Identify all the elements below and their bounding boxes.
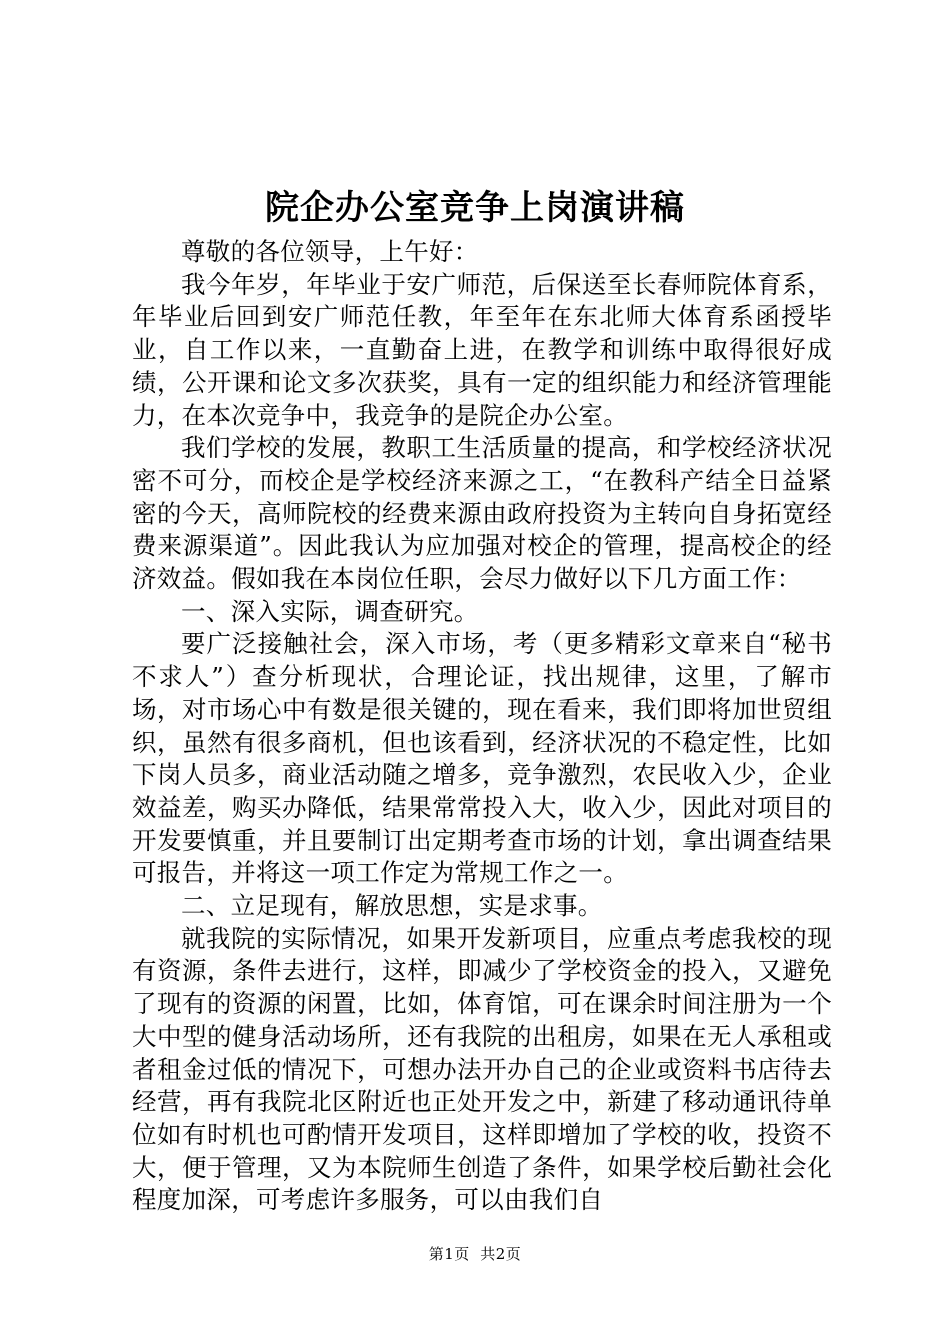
paragraph-greeting: 尊敬的各位领导，上午好： bbox=[181, 237, 479, 266]
paragraph-school-development: 我们学校的发展，教职工生活质量的提高，和学校经济状况密不可分，而校企是学校经济来源之工，“在教科产结全日益紧密的今天，高师院校的经费来源由政府投资为主转向自身拓宽经费来源渠道”。因此我认为应加强对校企的管理，提高校企的经济效益。假如我在本岗位任职，会尽力做好以下几方面工作： bbox=[132, 433, 832, 594]
paragraph-existing-resources: 就我院的实际情况，如果开发新项目，应重点考虑我校的现有资源，条件去进行，这样，即减少了学校资金的投入，又避免了现有的资源的闲置，比如，体育馆，可在课余时间注册为一个大中型的健身活动场所，还有我院的出租房，如果在无人承租或者租金过低的情况下，可想办法开办自己的企业或资料书店待去经营，再有我院北区附近也正处开发之中，新建了移动通讯待单位如有时机也可酌情开发项目，这样即增加了学校的收，投资不大，便于管理，又为本院师生创造了条件，如果学校后勤社会化程度加深，可考虑许多服务，可以由我们自 bbox=[132, 923, 832, 1215]
document-body bbox=[132, 236, 832, 1217]
document-title: 院企办公室竞争上岗演讲稿 bbox=[265, 188, 685, 228]
section-heading-one: 一、深入实际，调查研究。 bbox=[181, 596, 479, 626]
paragraph-self-introduction: 我今年岁，年毕业于安广师范，后保送至长春师院体育系，年毕业后回到安广师范任教，年至年在东北师大体育系函授毕业，自工作以来，一直勤奋上进，在教学和训练中取得很好成绩，公开课和论文多次获奖，具有一定的组织能力和经济管理能力，在本次竞争中，我竞争的是院企办公室。 bbox=[132, 269, 832, 430]
section-heading-two: 二、立足现有，解放思想，实是求事。 bbox=[181, 891, 603, 921]
paragraph-market-research: 要广泛接触社会，深入市场，考（更多精彩文章来自“秘书不求人”）查分析现状，合理论证，找出规律，这里，了解市场，对市场心中有数是很关键的，现在看来，我们即将加世贸组织，虽然有很多商机，但也该看到，经济状况的不稳定性，比如下岗人员多，商业活动随之增多，竞争激烈，农民收入少，企业效益差，购买办降低，结果常常投入大，收入少，因此对项目的开发要慎重，并且要制订出定期考查市场的计划，拿出调查结果可报告，并将这一项工作定为常规工作之一。 bbox=[132, 629, 832, 888]
page-footer bbox=[0, 1243, 950, 1265]
page-number-label: 第1页 共2页 bbox=[428, 1245, 522, 1263]
